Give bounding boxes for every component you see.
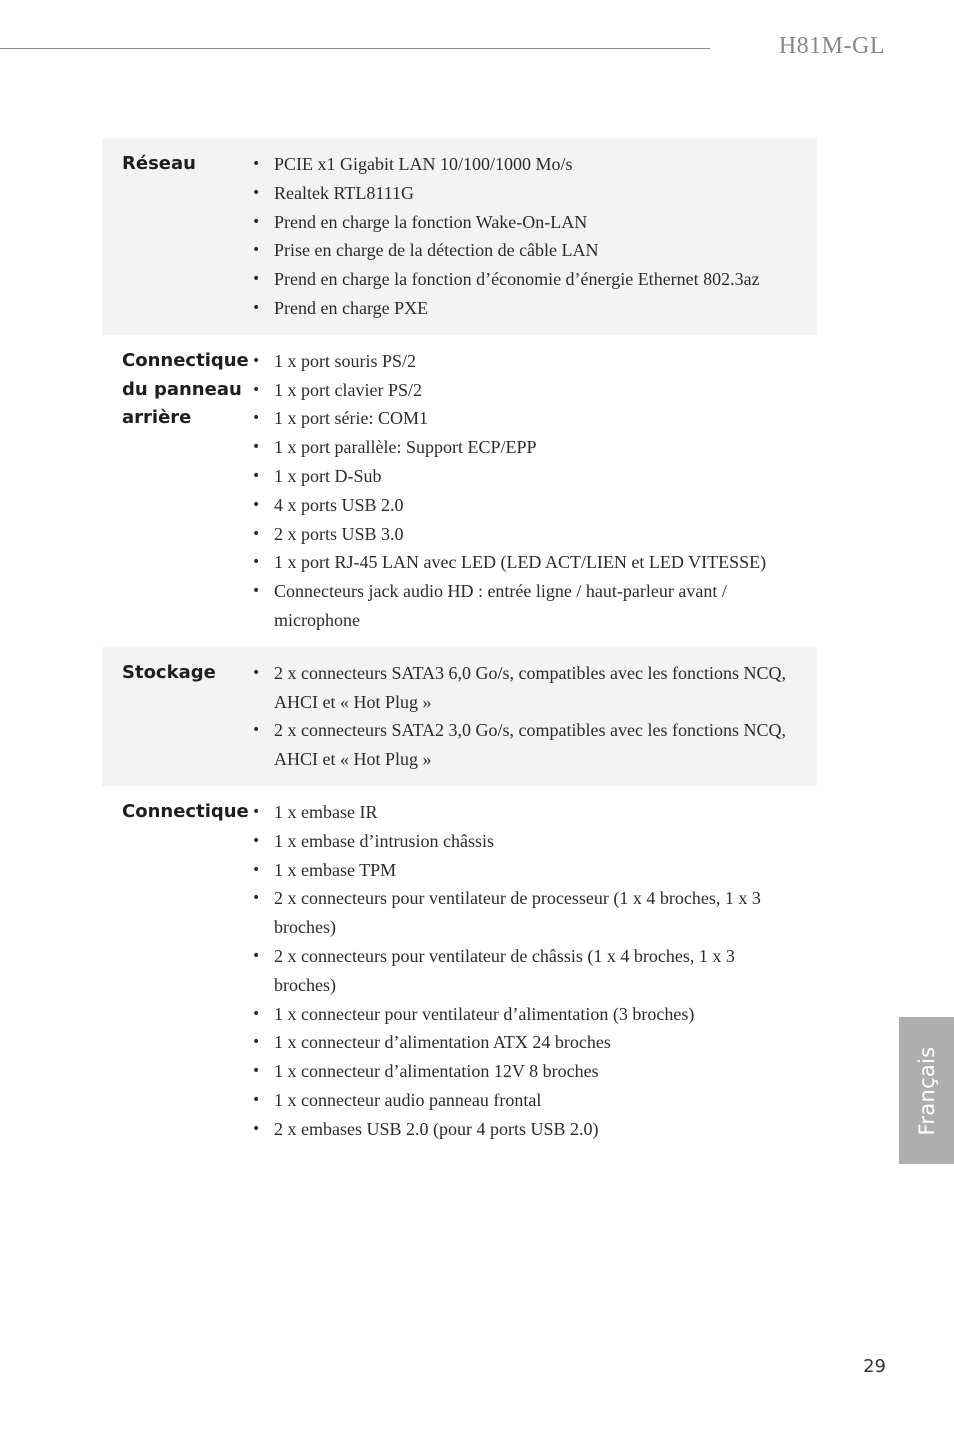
- bullet-icon: •: [252, 664, 261, 681]
- list-item-text: 1 x port série: COM1: [274, 408, 428, 429]
- list-item-text: Prise en charge de la détection de câble LAN: [274, 240, 599, 261]
- bullet-icon: •: [252, 213, 261, 230]
- spec-label: Réseau: [122, 153, 196, 174]
- bullet-icon: •: [252, 1034, 261, 1051]
- list-item-text: 1 x port souris PS/2: [274, 350, 417, 371]
- bullet-icon: •: [252, 352, 261, 369]
- list-item-text: 1 x embase IR: [274, 801, 378, 822]
- list-item: [252, 1000, 799, 1029]
- list-item: [252, 856, 799, 885]
- bullet-icon: •: [252, 803, 261, 820]
- model-name: H81M-GL: [778, 33, 885, 59]
- list-item-text: Prend en charge la fonction Wake-On-LAN: [274, 211, 588, 232]
- list-item: [252, 659, 799, 717]
- list-item-text: 1 x connecteur pour ventilateur d’alimentation (3 broches): [274, 1003, 695, 1024]
- bullet-icon: •: [252, 467, 261, 484]
- list-item: [252, 827, 799, 856]
- bullet-icon: •: [252, 525, 261, 542]
- bullet-icon: •: [252, 947, 261, 964]
- spec-label: Connectique du panneau arrière: [122, 349, 249, 429]
- list-item: [252, 150, 799, 179]
- list-item-text: 1 x connecteur d’alimentation 12V 8 broches: [274, 1061, 599, 1082]
- bullet-icon: •: [252, 439, 261, 456]
- spec-item-list: [252, 347, 817, 635]
- list-item-text: 1 x connecteur audio panneau frontal: [274, 1089, 542, 1110]
- spec-item-list: [252, 798, 817, 1144]
- spec-row: [102, 138, 817, 335]
- bullet-icon: •: [252, 1091, 261, 1108]
- bullet-icon: •: [252, 299, 261, 316]
- list-item: [252, 236, 799, 265]
- spec-row: [102, 335, 817, 647]
- list-item: [252, 520, 799, 549]
- list-item-text: 2 x connecteurs SATA2 3,0 Go/s, compatibles avec les fonctions NCQ, AHCI et « Hot Plug »: [274, 720, 786, 770]
- language-tab-label: Français: [914, 1046, 939, 1135]
- list-item-text: PCIE x1 Gigabit LAN 10/100/1000 Mo/s: [274, 154, 573, 174]
- list-item-text: Connecteurs jack audio HD : entrée ligne / haut-parleur avant / microphone: [274, 581, 727, 630]
- list-item-text: 1 x connecteur d’alimentation ATX 24 broches: [274, 1032, 611, 1053]
- list-item-text: Realtek RTL8111G: [274, 182, 415, 203]
- list-item: [252, 462, 799, 491]
- bullet-icon: •: [252, 242, 261, 259]
- list-item: [252, 548, 799, 577]
- bullet-icon: •: [252, 156, 261, 172]
- bullet-icon: •: [252, 271, 261, 288]
- bullet-icon: •: [252, 554, 261, 571]
- list-item-text: 1 x port parallèle: Support ECP/EPP: [274, 437, 537, 458]
- list-item-text: 1 x port RJ-45 LAN avec LED (LED ACT/LIEN et LED VITESSE): [274, 552, 767, 573]
- spec-row: [102, 786, 817, 1156]
- list-item: [252, 1028, 799, 1057]
- header-rule: [0, 48, 710, 49]
- bullet-icon: •: [252, 381, 261, 398]
- list-item-text: 1 x port D-Sub: [274, 465, 382, 486]
- list-item: [252, 798, 799, 827]
- list-item: [252, 1057, 799, 1086]
- bullet-icon: •: [252, 832, 261, 849]
- list-item: [252, 433, 799, 462]
- spec-item-list: [252, 659, 817, 774]
- list-item: [252, 294, 799, 323]
- spec-row: [102, 647, 817, 786]
- bullet-icon: •: [252, 583, 261, 600]
- list-item-text: 4 x ports USB 2.0: [274, 494, 404, 515]
- bullet-icon: •: [252, 1005, 261, 1022]
- list-item: [252, 716, 799, 774]
- list-item: [252, 577, 799, 635]
- list-item: [252, 1115, 799, 1144]
- list-item: [252, 491, 799, 520]
- list-item: [252, 347, 799, 376]
- spec-label: Stockage: [122, 661, 216, 683]
- list-item-text: Prend en charge PXE: [274, 297, 429, 318]
- list-item: [252, 404, 799, 433]
- list-item: [252, 884, 799, 942]
- bullet-icon: •: [252, 496, 261, 513]
- list-item-text: 2 x ports USB 3.0: [274, 523, 404, 544]
- bullet-icon: •: [252, 1063, 261, 1080]
- list-item-text: 1 x embase TPM: [274, 859, 397, 880]
- list-item: [252, 376, 799, 405]
- list-item-text: 2 x connecteurs SATA3 6,0 Go/s, compatibles avec les fonctions NCQ, AHCI et « Hot Plug »: [274, 662, 786, 712]
- language-tab[interactable]: [899, 1017, 954, 1164]
- bullet-icon: •: [252, 410, 261, 427]
- list-item-text: 1 x port clavier PS/2: [274, 379, 422, 400]
- list-item: [252, 179, 799, 208]
- list-item-text: Prend en charge la fonction d’économie d’énergie Ethernet 802.3az: [274, 269, 760, 290]
- list-item: [252, 208, 799, 237]
- list-item-text: 2 x connecteurs pour ventilateur de processeur (1 x 4 broches, 1 x 3 broches): [274, 888, 761, 938]
- spec-table: [102, 138, 817, 1156]
- list-item-text: 2 x embases USB 2.0 (pour 4 ports USB 2.0): [274, 1118, 599, 1139]
- bullet-icon: •: [252, 861, 261, 878]
- bullet-icon: •: [252, 890, 261, 907]
- bullet-icon: •: [252, 184, 261, 201]
- list-item: [252, 1086, 799, 1115]
- bullet-icon: •: [252, 722, 261, 739]
- spec-item-list: [252, 150, 817, 323]
- list-item: [252, 265, 799, 294]
- spec-label: Connectique: [122, 800, 249, 822]
- list-item: [252, 942, 799, 1000]
- page-number: 29: [863, 1356, 886, 1377]
- list-item-text: 2 x connecteurs pour ventilateur de châssis (1 x 4 broches, 1 x 3 broches): [274, 945, 735, 995]
- list-item-text: 1 x embase d’intrusion châssis: [274, 830, 494, 851]
- bullet-icon: •: [252, 1120, 261, 1137]
